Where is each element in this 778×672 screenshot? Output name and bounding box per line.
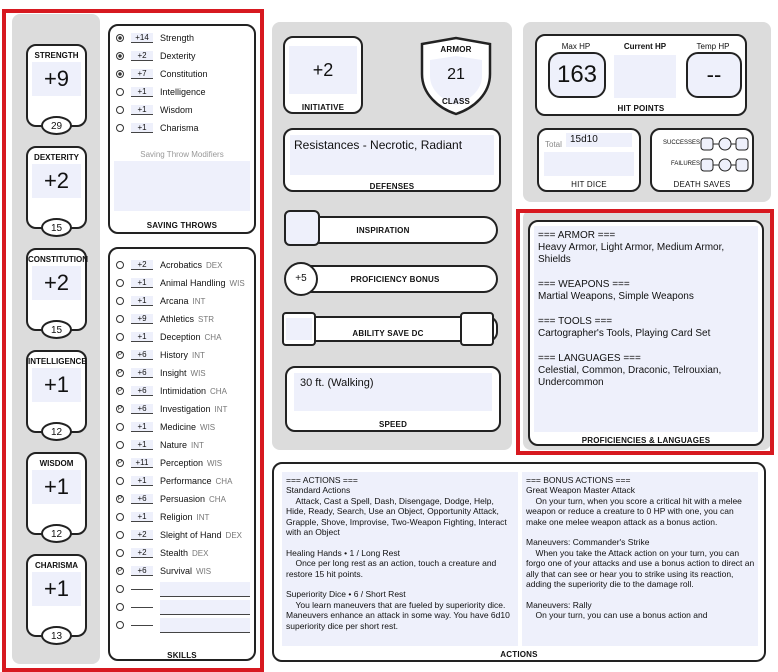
skill-modifier: +1	[131, 512, 153, 522]
death-saves-successes-label: SUCCESSES	[662, 140, 700, 146]
skill-proficiency-icon[interactable]	[116, 531, 124, 539]
actions-right-text	[526, 475, 756, 645]
skill-modifier: +1	[131, 440, 153, 450]
action-line: Great Weapon Master Attack	[526, 485, 635, 496]
skill-name: Stealth	[160, 548, 189, 558]
ability-name: INTELLIGENCE	[28, 357, 87, 366]
ability-modifier[interactable]: +2	[32, 164, 81, 198]
action-line: Superiority Dice • 6 / Short Rest	[286, 589, 406, 600]
skill-attribute: WIS	[196, 566, 212, 576]
skill-attribute: DEX	[225, 530, 242, 540]
skill-attribute: CHA	[209, 494, 226, 504]
skill-row[interactable]	[116, 400, 227, 418]
saving-throw-row[interactable]	[116, 83, 206, 101]
skill-row[interactable]	[116, 544, 208, 562]
initiative-label: INITIATIVE	[301, 103, 345, 112]
skill-proficiency-icon[interactable]	[116, 315, 124, 323]
action-line	[526, 527, 756, 537]
ability-modifier[interactable]: +9	[32, 62, 81, 96]
ability-name: WISDOM	[39, 459, 74, 468]
skill-row[interactable]	[116, 508, 209, 526]
skill-name: Sleight of Hand	[160, 530, 222, 540]
hit-dice-total-label: Total	[545, 140, 562, 149]
skill-name: Religion	[160, 512, 193, 522]
skill-modifier: +6	[131, 368, 153, 378]
ability-score[interactable]: 29	[41, 116, 72, 135]
temp-hp-label: Temp HP	[696, 42, 730, 51]
saving-throw-modifier: +2	[131, 51, 153, 61]
ability-score[interactable]: 13	[41, 626, 72, 645]
skill-row[interactable]	[116, 256, 222, 274]
skill-attribute: INT	[192, 296, 206, 306]
skill-proficiency-icon[interactable]	[116, 423, 124, 431]
skill-name: Medicine	[160, 422, 197, 432]
skill-name: Perception	[160, 458, 204, 468]
skill-proficiency-icon[interactable]	[116, 261, 124, 269]
proficiency-bonus-value[interactable]: +5	[295, 273, 307, 284]
skill-attribute: CHA	[215, 476, 233, 486]
skill-proficiency-icon[interactable]	[116, 477, 124, 485]
blank-skill-field[interactable]	[160, 618, 250, 633]
proficiency-bubble-icon[interactable]	[116, 88, 124, 96]
action-line: When you take the Attack action on your turn, you can forgo one of your attacks and use a bonus action to direct an ally that can see or hear you to strike using its reaction, adding the superiority die to the damage roll.	[526, 547, 757, 590]
armor-class-top-label: ARMOR	[440, 45, 472, 54]
saving-throw-modifier: +7	[131, 69, 153, 79]
action-line: You learn maneuvers that are fueled by superiority dice. Maneuvers enhance an attack in some way. You have 6d10 superiority dice per short rest.	[286, 599, 513, 631]
current-hp-field[interactable]	[614, 55, 676, 98]
proficiency-bubble-icon[interactable]	[116, 106, 124, 114]
action-line	[526, 589, 756, 599]
defenses-label: DEFENSES	[369, 182, 415, 191]
skill-modifier: +6	[131, 404, 153, 414]
ability-strength	[26, 44, 87, 132]
saving-throw-modifiers-label: Saving Throw Modifiers	[140, 150, 224, 159]
saving-throw-row[interactable]	[116, 47, 196, 65]
skill-row[interactable]	[116, 436, 204, 454]
hit-dice-label: HIT DICE	[571, 180, 607, 189]
skill-name: Persuasion	[160, 494, 206, 504]
skill-attribute: INT	[191, 440, 204, 450]
blank-skill-row[interactable]	[116, 580, 250, 598]
skill-modifier: +6	[131, 386, 153, 396]
weapon-proficiencies: Martial Weapons, Simple Weapons	[538, 291, 694, 302]
skill-proficiency-icon[interactable]	[116, 333, 124, 341]
skill-proficiency-icon[interactable]: P	[117, 496, 122, 502]
skill-name: Investigation	[160, 404, 211, 414]
max-hp-field[interactable]: 163	[548, 52, 606, 98]
blank-skill-row[interactable]	[116, 598, 250, 616]
blank-skill-field[interactable]	[160, 600, 250, 615]
ability-modifier[interactable]: +1	[32, 368, 81, 402]
skill-modifier: +2	[131, 260, 153, 270]
ability-modifier[interactable]: +1	[32, 470, 81, 504]
defenses-field[interactable]: Resistances - Necrotic, Radiant	[290, 135, 494, 175]
death-saves-label: DEATH SAVES	[673, 180, 731, 189]
skill-name: History	[160, 350, 189, 360]
armor-proficiencies: Heavy Armor, Light Armor, Medium Armor, Shields	[538, 242, 725, 265]
ability-score[interactable]: 12	[41, 524, 72, 543]
proficiency-bubble-icon[interactable]	[116, 70, 124, 78]
skill-name: Athletics	[160, 314, 195, 324]
ability-constitution	[26, 248, 88, 336]
armor-class-bottom-label: CLASS	[441, 97, 471, 106]
ability-name: DEXTERITY	[34, 153, 79, 162]
action-line: === ACTIONS ===	[286, 475, 358, 485]
skill-name: Animal Handling	[160, 278, 226, 288]
skill-attribute: DEX	[192, 548, 209, 558]
skill-proficiency-icon[interactable]: P	[117, 406, 122, 412]
skill-proficiency-icon[interactable]	[116, 621, 124, 629]
saving-throw-name: Intelligence	[160, 87, 206, 97]
armor-class-value[interactable]: 21	[447, 66, 465, 83]
skill-modifier: +2	[131, 548, 153, 558]
blank-skill-modifier[interactable]	[131, 625, 153, 626]
skill-modifier: +1	[131, 422, 153, 432]
ability-modifier[interactable]: +1	[32, 572, 81, 606]
ability-score[interactable]: 15	[41, 218, 72, 237]
saving-throw-modifier: +1	[131, 87, 153, 97]
ability-dexterity	[26, 146, 87, 234]
tools-heading: === TOOLS ===	[538, 316, 613, 327]
max-hp-label: Max HP	[561, 42, 591, 51]
ability-score[interactable]: 12	[41, 422, 72, 441]
blank-skill-modifier[interactable]	[131, 607, 153, 608]
action-line: Attack, Cast a Spell, Dash, Disengage, Dodge, Help, Hide, Ready, Search, Use an Object, Opportunity Attack, Grapple, Shove, Improvise, Two-Weapon Fighting, Interact with an Object	[286, 495, 510, 538]
skill-row[interactable]	[116, 346, 205, 364]
skill-attribute: DEX	[206, 260, 223, 270]
skill-row[interactable]	[116, 472, 232, 490]
skill-modifier: +2	[131, 530, 153, 540]
saving-throw-row[interactable]	[116, 119, 199, 137]
death-saves-failures-label: FAILURES	[670, 161, 700, 167]
saving-throw-name: Dexterity	[160, 51, 196, 61]
ability-save-dc-label: ABILITY SAVE DC	[352, 329, 424, 338]
actions-left-text	[286, 475, 516, 645]
skill-row[interactable]	[116, 562, 211, 580]
skill-proficiency-icon[interactable]: P	[117, 352, 122, 358]
skill-proficiency-icon[interactable]	[116, 603, 124, 611]
skill-name: Nature	[160, 440, 188, 450]
current-hp-label: Current HP	[623, 42, 667, 51]
skill-name: Performance	[160, 476, 212, 486]
skills-title: SKILLS	[167, 651, 197, 660]
skill-modifier: +1	[131, 332, 153, 342]
skill-proficiency-icon[interactable]	[116, 297, 124, 305]
skill-name: Intimidation	[160, 386, 207, 396]
skill-row[interactable]	[116, 526, 242, 544]
saving-throw-row[interactable]	[116, 29, 194, 47]
skill-attribute: INT	[214, 404, 228, 414]
ability-name: CONSTITUTION	[28, 255, 88, 264]
skill-attribute: CHA	[204, 332, 222, 342]
skill-modifier: +1	[131, 476, 153, 486]
skill-modifier: +6	[131, 350, 153, 360]
saving-throws-title: SAVING THROWS	[146, 221, 218, 230]
skill-proficiency-icon[interactable]: P	[117, 568, 122, 574]
skill-proficiency-icon[interactable]	[116, 549, 124, 557]
saving-throw-name: Strength	[160, 33, 195, 43]
skill-proficiency-icon[interactable]: P	[117, 460, 122, 466]
skill-name: Deception	[160, 332, 201, 342]
ability-charisma	[26, 554, 87, 642]
armor-heading: === ARMOR ===	[538, 230, 616, 241]
blank-skill-modifier[interactable]	[131, 589, 153, 590]
ability-save-dc-left-field[interactable]	[286, 318, 312, 340]
saving-throw-name: Charisma	[160, 123, 199, 133]
skill-row[interactable]	[116, 418, 215, 436]
action-line	[286, 579, 516, 589]
proficiency-bubble-icon[interactable]	[116, 52, 124, 60]
skill-row[interactable]	[116, 454, 222, 472]
action-line: On your turn, when you score a critical hit with a melee weapon or reduce a creature to 0 HP with one, you can make one melee weapon attack as a bonus action.	[526, 495, 745, 527]
skill-name: Arcana	[160, 296, 189, 306]
skill-name: Insight	[160, 368, 187, 378]
action-line: Once per long rest as an action, touch a creature and restore 15 hit points.	[286, 558, 499, 579]
skill-row[interactable]	[116, 490, 226, 508]
initiative-value[interactable]: +2	[289, 46, 357, 94]
temp-hp-field[interactable]: --	[686, 52, 742, 98]
weapons-heading: === WEAPONS ===	[538, 279, 630, 290]
skill-modifier: +6	[131, 494, 153, 504]
saving-throw-name: Wisdom	[160, 105, 193, 115]
skill-attribute: WIS	[229, 278, 245, 288]
action-line: Healing Hands • 1 / Long Rest	[286, 547, 401, 558]
action-line: Maneuvers: Rally	[526, 599, 592, 610]
skill-proficiency-icon[interactable]: P	[117, 370, 122, 376]
skill-row[interactable]	[116, 328, 221, 346]
proficiency-bonus-label: PROFICIENCY BONUS	[350, 275, 440, 284]
action-line: On your turn, you can use a bonus action and	[526, 610, 708, 621]
tool-proficiencies: Cartographer's Tools, Playing Card Set	[538, 328, 711, 339]
speed-label: SPEED	[378, 420, 408, 429]
saving-throw-name: Constitution	[160, 69, 208, 79]
skill-attribute: CHA	[210, 386, 227, 396]
ability-name: STRENGTH	[34, 51, 79, 60]
proficiency-bubble-icon[interactable]	[116, 34, 124, 42]
skill-modifier: +6	[131, 566, 153, 576]
skill-row[interactable]	[116, 310, 214, 328]
actions-label: ACTIONS	[500, 650, 538, 659]
death-save-checkboxes[interactable]	[700, 134, 750, 174]
hit-dice-field[interactable]	[544, 152, 634, 176]
hit-dice-total-field[interactable]: 15d10	[566, 133, 632, 147]
skill-proficiency-icon[interactable]: P	[117, 388, 122, 394]
hit-points-label: HIT POINTS	[617, 104, 665, 113]
ability-modifier[interactable]: +2	[32, 266, 81, 300]
skill-attribute: WIS	[190, 368, 206, 378]
action-line	[286, 537, 516, 547]
skill-attribute: INT	[192, 350, 205, 360]
ability-name: CHARISMA	[34, 561, 79, 570]
speed-field[interactable]: 30 ft. (Walking)	[294, 373, 492, 411]
skill-modifier: +11	[131, 458, 153, 468]
languages-list: Celestial, Common, Draconic, Telrouxian, Undercommon	[538, 365, 722, 388]
skill-attribute: WIS	[200, 422, 216, 432]
inspiration-label: INSPIRATION	[356, 226, 410, 235]
skill-modifier: +1	[131, 296, 153, 306]
ability-save-dc-right-cap	[460, 312, 494, 346]
skill-attribute: STR	[198, 314, 215, 324]
saving-throw-modifier: +1	[131, 123, 153, 133]
proficiencies-label: PROFICIENCIES & LANGUAGES	[581, 436, 711, 445]
inspiration-checkbox[interactable]	[284, 210, 320, 246]
ability-score[interactable]: 15	[41, 320, 72, 339]
skill-proficiency-icon[interactable]	[116, 441, 124, 449]
action-line: Standard Actions	[286, 485, 351, 496]
skill-row[interactable]	[116, 382, 227, 400]
skill-row[interactable]	[116, 274, 245, 292]
action-line: === BONUS ACTIONS ===	[526, 475, 631, 485]
skill-name: Survival	[160, 566, 193, 576]
ability-intelligence	[26, 350, 87, 438]
languages-heading: === LANGUAGES ===	[538, 353, 641, 364]
proficiency-bubble-icon[interactable]	[116, 124, 124, 132]
ability-wisdom	[26, 452, 87, 540]
saving-throw-modifiers-field[interactable]	[114, 161, 250, 211]
saving-throw-modifier: +14	[131, 33, 153, 43]
skill-name: Acrobatics	[160, 260, 203, 270]
skill-modifier: +9	[131, 314, 153, 324]
skill-proficiency-icon[interactable]	[116, 279, 124, 287]
skill-modifier: +1	[131, 278, 153, 288]
skill-attribute: INT	[196, 512, 210, 522]
action-line: Maneuvers: Commander's Strike	[526, 537, 650, 548]
skill-row[interactable]	[116, 364, 206, 382]
blank-skill-row[interactable]	[116, 616, 250, 634]
blank-skill-field[interactable]	[160, 582, 250, 597]
saving-throw-row[interactable]	[116, 101, 193, 119]
saving-throw-modifier: +1	[131, 105, 153, 115]
saving-throw-row[interactable]	[116, 65, 208, 83]
skill-proficiency-icon[interactable]	[116, 513, 124, 521]
skill-attribute: WIS	[207, 458, 223, 468]
skill-proficiency-icon[interactable]	[116, 585, 124, 593]
skill-row[interactable]	[116, 292, 205, 310]
